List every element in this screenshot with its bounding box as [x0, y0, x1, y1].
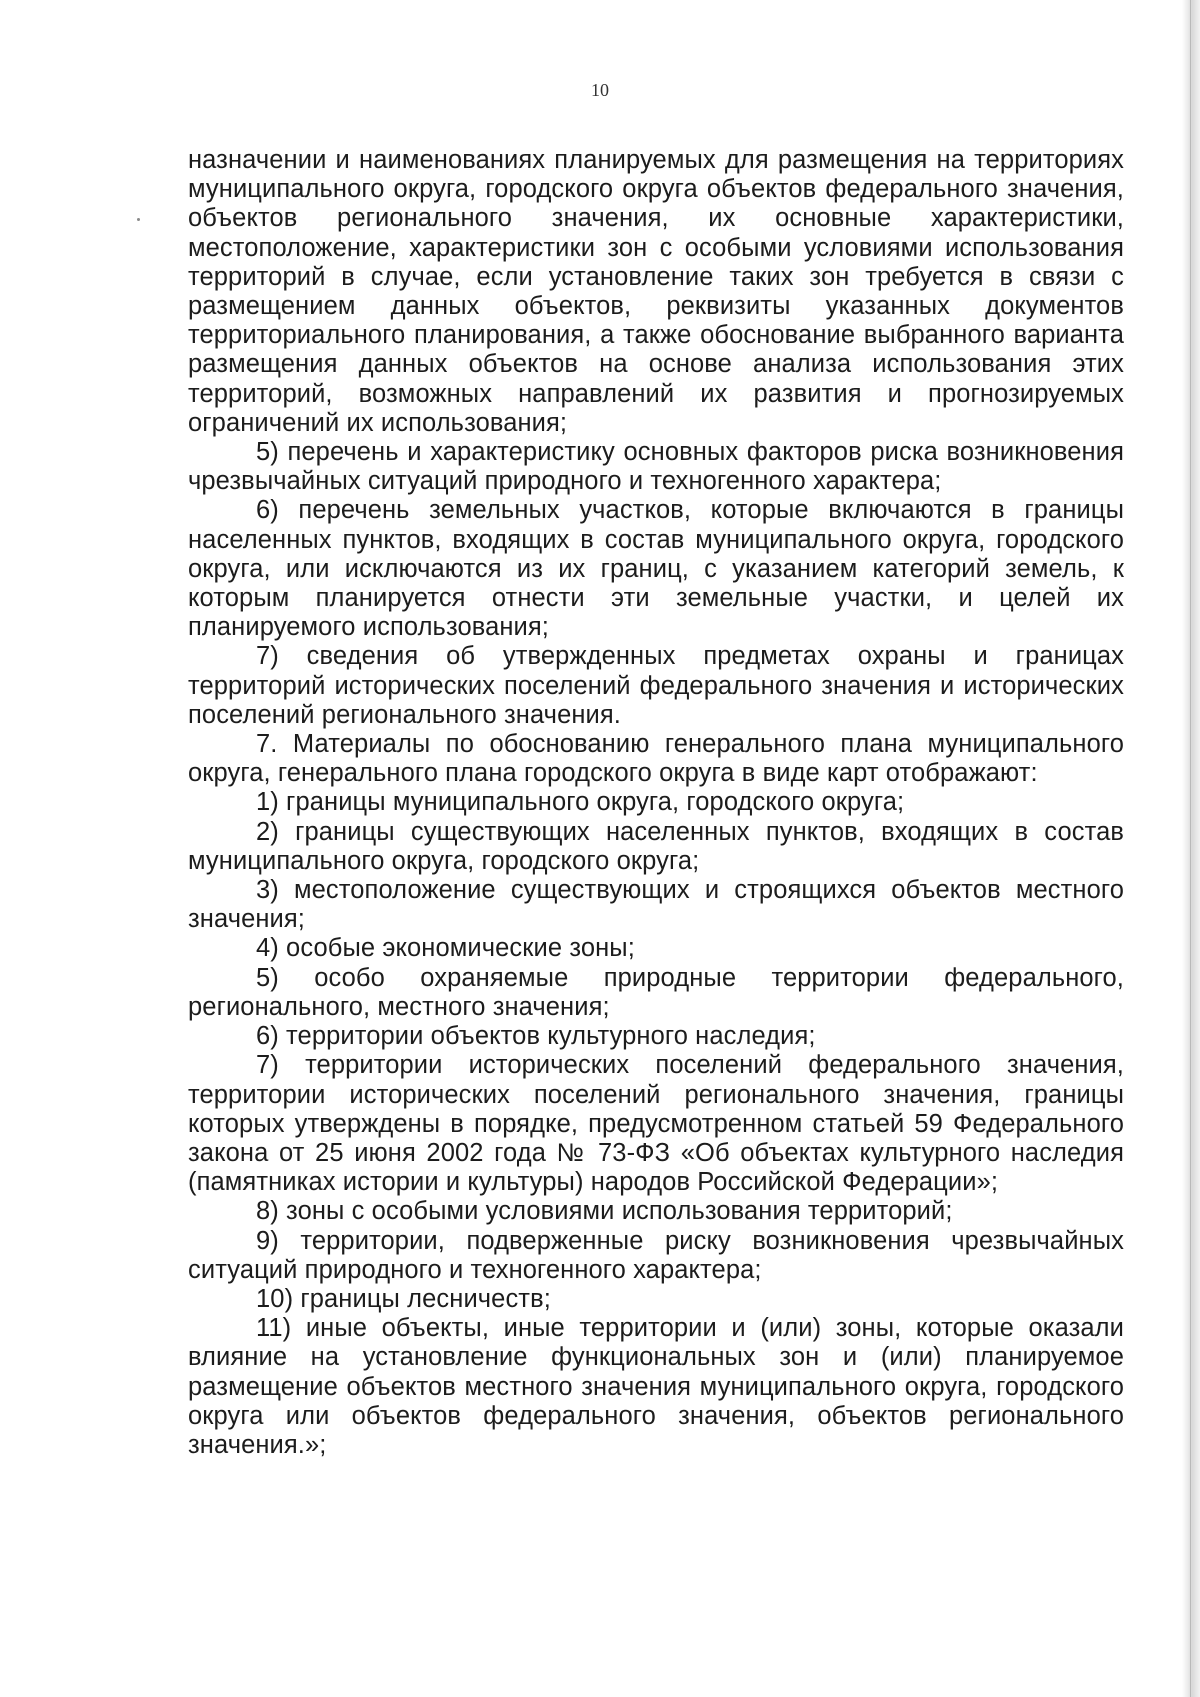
clause-7-heading: 7. Материалы по обоснованию генерального плана муниципального округа, генерального плана городского округа в виде карт отображают:: [188, 730, 1124, 788]
map-item-7: 7) территории исторических поселений федерального значения, территории исторических поселений регионального значения, границы которых утверждены в порядке, предусмотренном статьей 59 Федерального закона от 25 июня 2002 года № 73-ФЗ «Об объектах культурного наследия (памятниках истории и культуры) народов Российской Федерации»;: [188, 1051, 1124, 1197]
document-body: [188, 146, 1124, 1460]
map-item-5: 5) особо охраняемые природные территории федерального, регионального, местного значения;: [188, 963, 1124, 1021]
scan-speck: [137, 218, 140, 221]
map-item-10: 10) границы лесничеств;: [256, 1284, 551, 1313]
map-item-8: 8) зоны с особыми условиями использования территорий;: [256, 1197, 953, 1226]
map-item-9: 9) территории, подверженные риску возникновения чрезвычайных ситуаций природного и техногенного характера;: [188, 1226, 1124, 1284]
map-item-11: 11) иные объекты, иные территории и (или) зоны, которые оказали влияние на установление функциональных зон и (или) планируемое размещение объектов местного значения муниципального округа, городского округа или объектов федерального значения, объектов регионального значения.»;: [188, 1314, 1124, 1459]
page-number: 10: [591, 80, 609, 100]
map-item-4: 4) особые экономические зоны;: [256, 934, 635, 963]
list-item-7-historic-settlements: 7) сведения об утвержденных предметах охраны и границах территорий исторических поселений федерального значения и исторических поселений регионального значения.: [188, 642, 1124, 729]
map-item-2: 2) границы существующих населенных пунктов, входящих в состав муниципального округа, городского округа;: [188, 817, 1124, 875]
list-item-5-risk-factors: 5) перечень и характеристику основных факторов риска возникновения чрезвычайных ситуаций природного и техногенного характера;: [188, 438, 1124, 496]
paragraph-continuation: назначении и наименованиях планируемых для размещения на территориях муниципального округа, городского округа объектов федерального значения, объектов регионального значения, их основные характеристики, местоположение, характеристики зон с особыми условиями использования территорий в случае, если установление таких зон требуется в связи с размещением данных объектов, реквизиты указанных документов территориального планирования, а также обоснование выбранного варианта размещения данных объектов на основе анализа использования этих территорий, возможных направлений их развития и прогнозируемых ограничений их использования;: [188, 146, 1124, 437]
scan-page-edge: [1182, 0, 1200, 1697]
list-item-6-land-plots: 6) перечень земельных участков, которые включаются в границы населенных пунктов, входящих в состав муниципального округа, городского округа, или исключаются из их границ, с указанием категорий земель, к которым планируется отнести эти земельные участки, и целей их планируемого использования;: [188, 496, 1124, 642]
scan-edge-line: [1190, 0, 1191, 1697]
map-item-3: 3) местоположение существующих и строящихся объектов местного значения;: [188, 876, 1124, 934]
map-item-1: 1) границы муниципального округа, городского округа;: [256, 788, 905, 817]
map-item-6: 6) территории объектов культурного наследия;: [256, 1022, 816, 1051]
